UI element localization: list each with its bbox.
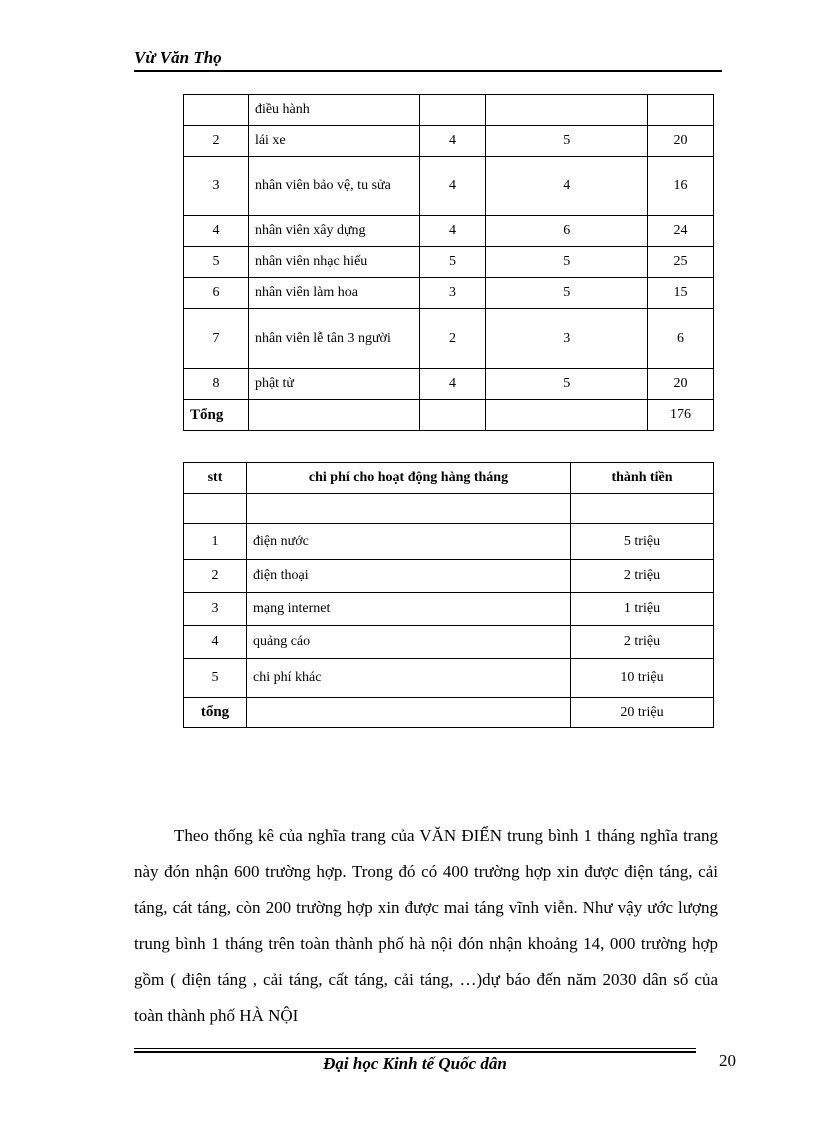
table-row [184,278,714,309]
row-name: nhân viên bảo vệ, tu sửa [248,157,419,216]
row-value-1: 4 [419,126,486,157]
row-name: quảng cáo [247,626,571,659]
row-value-3: 6 [648,309,714,369]
row-value-3: 16 [648,157,714,216]
row-name: phật tử [248,369,419,400]
table-row [184,524,714,560]
table-row [184,309,714,369]
staff-table [183,94,714,431]
row-value-1: 5 [419,247,486,278]
row-value-2: 5 [486,247,648,278]
row-index: 2 [184,560,247,593]
row-index: 1 [184,524,247,560]
row-index [184,95,249,126]
row-value-3: 24 [648,216,714,247]
row-index: 2 [184,126,249,157]
table-row [184,95,714,126]
empty-cell [486,400,648,431]
footer-institution: Đại học Kinh tế Quốc dân [323,1054,507,1073]
table-row [184,560,714,593]
row-amount: 10 triệu [571,659,714,698]
table-row [184,216,714,247]
row-value-1 [419,95,486,126]
row-index: 4 [184,216,249,247]
row-name: nhân viên làm hoa [248,278,419,309]
table-row [184,157,714,216]
row-index: 6 [184,278,249,309]
row-amount: 1 triệu [571,593,714,626]
row-name: điện nước [247,524,571,560]
row-name: điều hành [248,95,419,126]
body-paragraph: Theo thống kê của nghĩa trang của VĂN ĐIỂN trung bình 1 tháng nghĩa trang này đón nhận 600 trường hợp. Trong đó có 400 trường hợp xin được điện táng, cải táng, cát táng, còn 200 trường hợp xin được mai táng vĩnh viễn. Như vậy ước lượng trung bình 1 tháng trên toàn thành phố hà nội đón nhận khoảng 14, 000 trường hợp gồm ( điện táng , cải táng, cất táng, cải táng, …)dự báo đến năm 2030 dân số của toàn thành phố HÀ NỘI [134,826,718,1025]
row-value-3: 20 [648,126,714,157]
row-value-2: 5 [486,126,648,157]
empty-cell [248,400,419,431]
row-name: điện thoại [247,560,571,593]
total-value: 20 triệu [571,698,714,728]
table-row [184,593,714,626]
row-value-2 [486,95,648,126]
empty-cell [571,494,714,524]
row-value-2: 5 [486,278,648,309]
header-stt: stt [184,463,247,494]
row-value-1: 2 [419,309,486,369]
row-index: 5 [184,247,249,278]
row-index: 7 [184,309,249,369]
table-row [184,369,714,400]
empty-cell [247,494,571,524]
header-author: Vừ Văn Thọ [134,48,222,67]
row-value-3 [648,95,714,126]
header-cost-name: chi phí cho hoạt động hàng tháng [247,463,571,494]
row-value-1: 3 [419,278,486,309]
table-row [184,659,714,698]
row-value-1: 4 [419,157,486,216]
row-name: nhân viên xây dựng [248,216,419,247]
row-value-2: 4 [486,157,648,216]
total-row [184,698,714,728]
page-number: 20 [719,1051,736,1070]
row-index: 3 [184,157,249,216]
footer-rule [134,1051,696,1053]
row-value-3: 20 [648,369,714,400]
row-value-3: 15 [648,278,714,309]
row-amount: 5 triệu [571,524,714,560]
footer-rule [134,1048,696,1049]
total-label: tổng [184,698,247,728]
empty-cell [184,494,247,524]
row-index: 4 [184,626,247,659]
row-value-2: 6 [486,216,648,247]
empty-row [184,494,714,524]
total-label: Tổng [184,400,249,431]
row-amount: 2 triệu [571,560,714,593]
row-name: lái xe [248,126,419,157]
row-value-2: 5 [486,369,648,400]
table-row [184,626,714,659]
row-value-3: 25 [648,247,714,278]
empty-cell [419,400,486,431]
total-row [184,400,714,431]
row-name: nhân viên lễ tân 3 người [248,309,419,369]
header-rule [134,70,722,72]
table-row [184,126,714,157]
row-value-1: 4 [419,369,486,400]
header-row [184,463,714,494]
total-value: 176 [648,400,714,431]
empty-cell [247,698,571,728]
header-amount: thành tiền [571,463,714,494]
row-value-1: 4 [419,216,486,247]
row-name: chi phí khác [247,659,571,698]
row-name: mạng internet [247,593,571,626]
row-name: nhân viên nhạc hiếu [248,247,419,278]
row-index: 3 [184,593,247,626]
cost-table [183,462,714,728]
row-index: 8 [184,369,249,400]
row-index: 5 [184,659,247,698]
row-value-2: 3 [486,309,648,369]
row-amount: 2 triệu [571,626,714,659]
table-row [184,247,714,278]
